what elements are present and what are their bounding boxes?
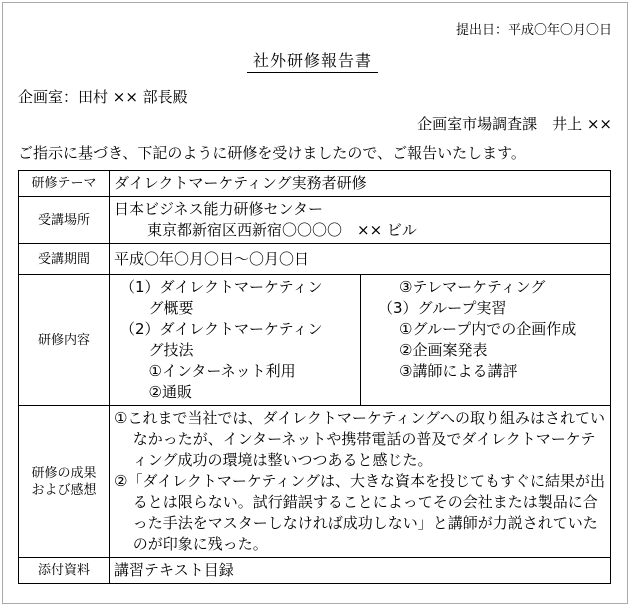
intro-text: ご指示に基づき、下記のように研修を受けましたので、ご報告いたします。 bbox=[18, 144, 526, 162]
content-item: グ概要 bbox=[148, 299, 194, 317]
row-results bbox=[19, 406, 611, 558]
label-results-line2: および感想 bbox=[31, 482, 97, 498]
content-item: ①インターネット利用 bbox=[148, 362, 296, 380]
submission-date: 提出日：平成〇年〇月〇日 bbox=[455, 23, 612, 38]
label-content: 研修内容 bbox=[19, 275, 110, 406]
value-theme: ダイレクトマーケティング実務者研修 bbox=[110, 171, 611, 197]
content-left bbox=[110, 275, 361, 406]
content-right bbox=[360, 275, 611, 406]
value-period: 平成〇年〇月〇日〜〇月〇日 bbox=[110, 244, 611, 275]
content-item: ③講師による講評 bbox=[399, 362, 518, 380]
row-theme bbox=[19, 171, 611, 197]
content-item: ③テレマーケティング bbox=[399, 278, 546, 296]
content-right-list bbox=[365, 277, 607, 382]
content-item: ①グループ内での企画作成 bbox=[399, 320, 577, 338]
row-attachment bbox=[19, 558, 611, 584]
content-item: （1）ダイレクトマーケティン bbox=[120, 278, 323, 296]
content-item: ②通販 bbox=[148, 383, 192, 401]
document-title: 社外研修報告書 bbox=[247, 48, 378, 73]
content-item: グ技法 bbox=[148, 341, 194, 359]
row-period bbox=[19, 244, 611, 275]
value-attachment: 講習テキスト目録 bbox=[110, 558, 611, 584]
label-theme: 研修テーマ bbox=[19, 171, 110, 197]
label-venue: 受講場所 bbox=[19, 197, 110, 244]
content-left-list bbox=[114, 277, 356, 403]
content-item: （2）ダイレクトマーケティン bbox=[120, 320, 323, 338]
content-item: （3）グループ実習 bbox=[378, 299, 507, 317]
results-paragraph-1: ①これまで当社では、ダイレクトマーケティングへの取り組みはされていなかったが、インターネットや携帯電話の普及でダイレクトマーケティング成功の環境は整いつつあると感じた。 bbox=[114, 409, 606, 469]
label-period: 受講期間 bbox=[19, 244, 110, 275]
value-venue bbox=[110, 197, 611, 244]
venue-name: 日本ビジネス能力研修センター bbox=[114, 200, 323, 218]
label-attachment: 添付資料 bbox=[19, 558, 110, 584]
results-paragraph-2: ②「ダイレクトマーケティングは、大きな資本を投じてもすぐに結果が出るとは限らない。試行錯誤することによってその会社または製品に合った手法をマスターしなければ成功しない」と講師が力説されていたのが印象に残った。 bbox=[114, 472, 606, 553]
value-results bbox=[110, 406, 611, 558]
recipient: 企画室：田村 ×× 部長殿 bbox=[18, 88, 188, 106]
venue-address: 東京都新宿区西新宿〇〇〇〇 ×× ビル bbox=[147, 221, 417, 239]
row-venue bbox=[19, 197, 611, 244]
label-results-line1: 研修の成果 bbox=[31, 465, 97, 481]
content-item: ②企画案発表 bbox=[399, 341, 488, 359]
sender: 企画室市場調査課 井上 ×× bbox=[417, 115, 612, 133]
row-content bbox=[19, 275, 611, 406]
report-table bbox=[18, 170, 611, 584]
label-results bbox=[19, 406, 110, 558]
